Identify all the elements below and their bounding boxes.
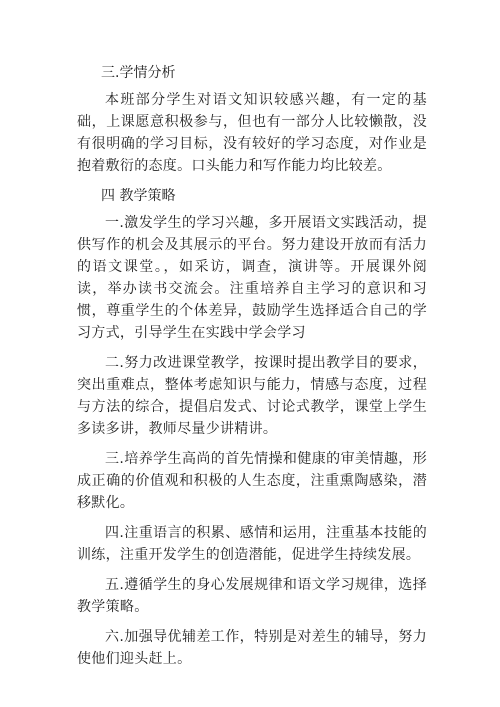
strategy-item-1: 一.激发学生的学习兴趣，多开展语文实践活动，提供写作的机会及其展示的平台。努力建设开放而有活力的语文课堂。，如采访，调查，演讲等。开展课外阅读，举办读书交流会。注重培养自主学习的意识和习惯，尊重学生的个体差异，鼓励学生选择适合自己的学习方式，引导学生在实践中学会学习 bbox=[77, 215, 427, 341]
section-heading-teaching-strategy: 四 教学策略 bbox=[101, 188, 176, 204]
learning-analysis-paragraph: 本班部分学生对语文知识较感兴趣，有一定的基础，上课愿意积极参与，但也有一部分人比较懒散，没有很明确的学习目标，没有较好的学习态度，对作业是抱着敷衍的态度。口头能力和写作能力均比较差。 bbox=[77, 92, 427, 174]
strategy-item-3: 三.培养学生高尚的首先情操和健康的审美情趣，形成正确的价值观和积极的人生态度，注重熏陶感染，潜移默化。 bbox=[77, 451, 427, 511]
document-body bbox=[77, 62, 427, 678]
strategy-item-5: 五.遵循学生的身心发展规律和语文学习规律，选择教学策略。 bbox=[77, 577, 427, 615]
section-heading-learning-analysis: 三.学情分析 bbox=[101, 65, 176, 81]
strategy-item-4: 四.注重语言的积累、感情和运用，注重基本技能的训练，注重开发学生的创造潜能，促进学生持续发展。 bbox=[77, 525, 427, 563]
strategy-item-6: 六.加强导优辅差工作，特别是对差生的辅导，努力使他们迎头赶上。 bbox=[77, 629, 427, 667]
strategy-item-2: 二.努力改进课堂教学，按课时提出教学目的要求，突出重难点，整体考虑知识与能力，情感与态度，过程与方法的综合，提倡启发式、讨论式教学，课堂上学生多读多讲，教师尽量少讲精讲。 bbox=[77, 355, 427, 437]
